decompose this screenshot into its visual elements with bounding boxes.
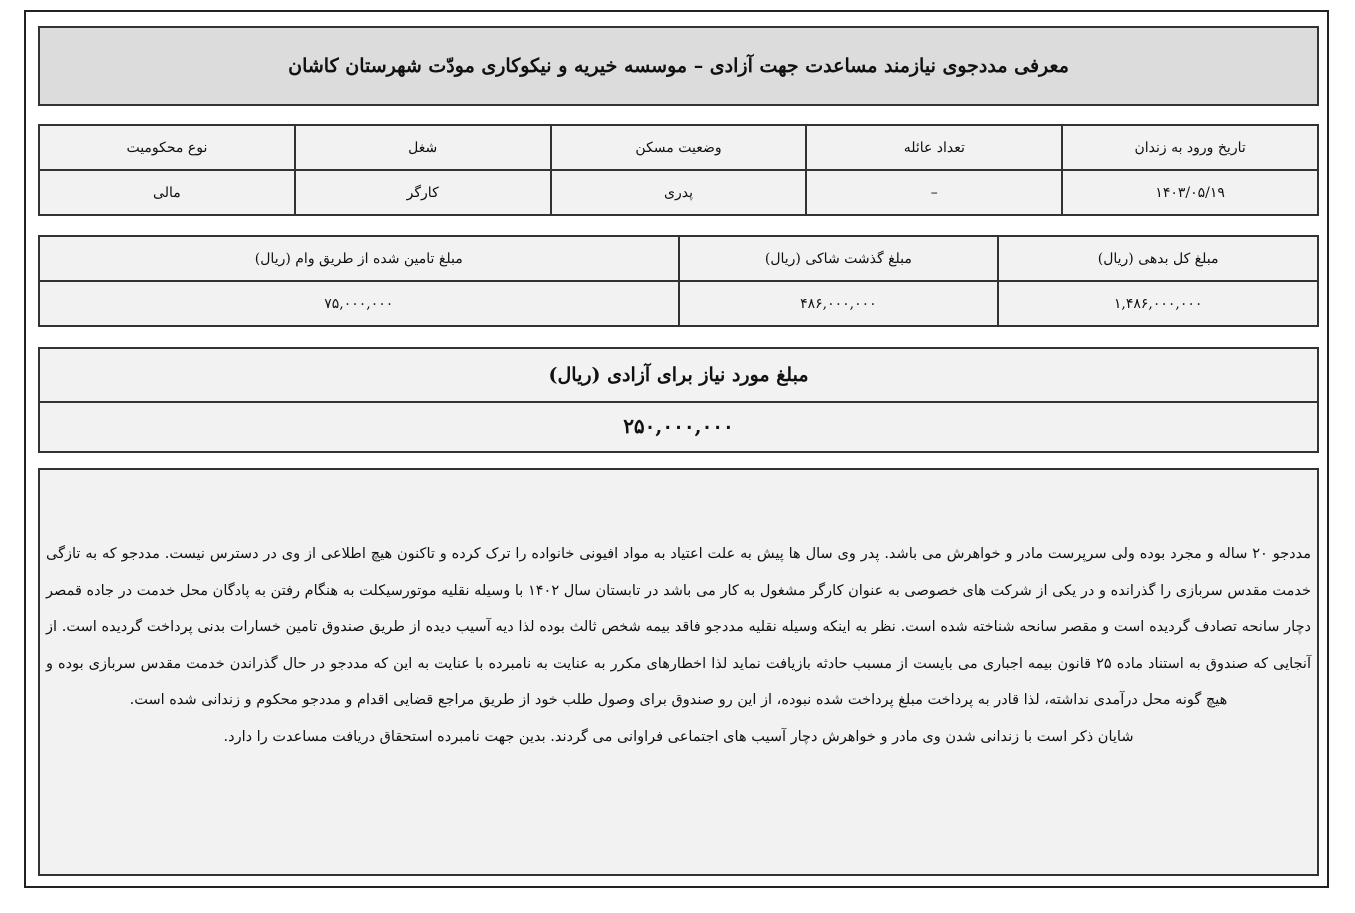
description-paragraph: مددجو ۲۰ ساله و مجرد بوده ولی سرپرست مادر و خواهرش می باشد. پدر وی سال ها پیش به علت اعتیاد به مواد افیونی خانواده را ترک کرده و تاکنون هیچ اطلاعی از وی در دسترس نیست. مددجو که به تازگی خدمت مقدس سربازی را گذرانده و در یکی از شرکت های خصوصی به عنوان کارگر مشغول به کار می باشد در تابستان سال ۱۴۰۲ با وسیله نقلیه موتورسیکلت به هنگام رفتن به پادگان محل خدمت در جاده قمصر دچار سانحه تصادف گردیده است و مقصر سانحه شناخته شده است. نظر به اینکه وسیله نقلیه مددجو فاقد بیمه شخص ثالث بوده لذا دیه آسیب دیده از طریق صندوق تامین خسارات بدنی پرداخت گردیده است. از آنجایی که صندوق به استناد ماده ۲۵ قانون بیمه اجباری می بایست از مسبب حادثه بازیافت نماید لذا اخطارهای مکرر به عنایت به نامبرده با عنایت به این که مددجو در حال گذراندن خدمت مقدس سربازی بوده و هیچ گونه محل درآمدی نداشته، لذا قادر به پرداخت مبلغ پرداخت شده نبوده، از این رو صندوق برای وصول طلب خود از طریق مراجع قضایی اقدام و مددجو محکوم و زندانی شده است. <box>46 546 1311 708</box>
page-title: معرفی مددجوی نیازمند مساعدت جهت آزادی – موسسه خیریه و نیکوکاری مودّت شهرستان کاشان <box>38 26 1319 106</box>
value-housing-status: پدری <box>551 170 807 215</box>
required-amount-box <box>38 347 1319 453</box>
required-amount-label: مبلغ مورد نیاز برای آزادی (ریال) <box>40 349 1317 403</box>
header-complainant-waiver: مبلغ گذشت شاکی (ریال) <box>679 236 999 281</box>
value-family-count: – <box>806 170 1062 215</box>
value-conviction-type: مالی <box>39 170 295 215</box>
header-housing-status: وضعیت مسکن <box>551 125 807 170</box>
value-occupation: کارگر <box>295 170 551 215</box>
description-box <box>38 468 1319 876</box>
info-table <box>38 124 1319 216</box>
header-conviction-type: نوع محکومیت <box>39 125 295 170</box>
table-row <box>39 281 1318 326</box>
value-complainant-waiver: ۴۸۶,۰۰۰,۰۰۰ <box>679 281 999 326</box>
table-header-row <box>39 236 1318 281</box>
value-total-debt: ۱,۴۸۶,۰۰۰,۰۰۰ <box>998 281 1318 326</box>
table-row <box>39 170 1318 215</box>
header-occupation: شغل <box>295 125 551 170</box>
money-table <box>38 235 1319 327</box>
description-paragraph: شایان ذکر است با زندانی شدن وی مادر و خواهرش دچار آسیب های اجتماعی فراوانی می گردند. بدین جهت نامبرده استحقاق دریافت مساعدت را دارد. <box>223 728 1134 745</box>
header-prison-entry-date: تاریخ ورود به زندان <box>1062 125 1318 170</box>
value-prison-entry-date: ۱۴۰۳/۰۵/۱۹ <box>1062 170 1318 215</box>
header-loan-amount: مبلغ تامین شده از طریق وام (ریال) <box>39 236 679 281</box>
required-amount-value: ۲۵۰,۰۰۰,۰۰۰ <box>623 414 734 438</box>
value-loan-amount: ۷۵,۰۰۰,۰۰۰ <box>39 281 679 326</box>
header-total-debt: مبلغ کل بدهی (ریال) <box>998 236 1318 281</box>
header-family-count: تعداد عائله <box>806 125 1062 170</box>
description-text <box>46 536 1311 755</box>
table-header-row <box>39 125 1318 170</box>
